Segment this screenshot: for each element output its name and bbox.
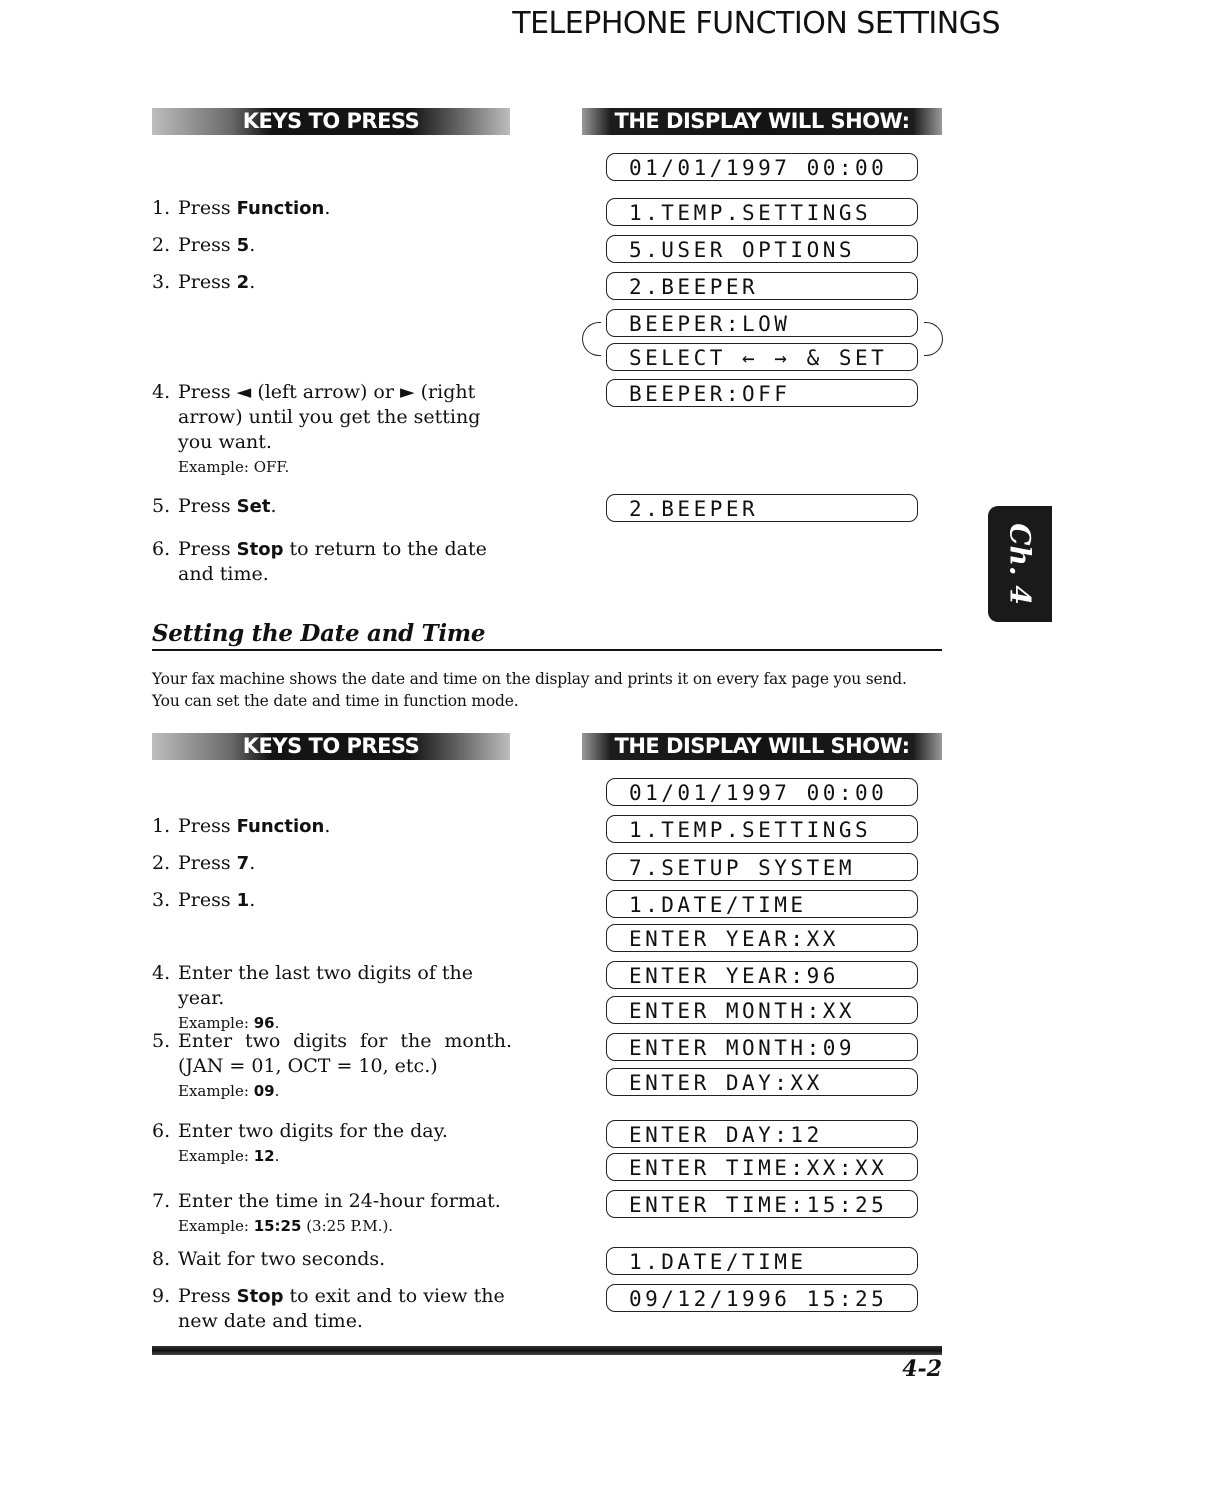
- step-7: 7. Enter the time in 24-hour format. Example: 15:25 (3:25 P.M.).: [152, 1189, 512, 1236]
- step-number: 4.: [152, 962, 171, 984]
- step-number: 1.: [152, 815, 171, 837]
- example: Example: 09.: [178, 1082, 280, 1100]
- step-number: 1.: [152, 197, 171, 219]
- step-number: 2.: [152, 234, 171, 256]
- left-arrow-icon: ◄: [236, 381, 252, 403]
- footer-bar: [152, 1346, 942, 1355]
- page-number: 4-2: [902, 1356, 942, 1382]
- step-number: 7.: [152, 1190, 171, 1212]
- step-6: 6. Press Stop to return to the date and time.: [152, 538, 487, 585]
- lcd-display: 09/12/1996 15:25: [606, 1284, 918, 1312]
- lcd-display: ENTER DAY:XX: [606, 1068, 918, 1096]
- step-1: 1. Press Function.: [152, 197, 331, 219]
- lcd-display: ENTER TIME:15:25: [606, 1190, 918, 1218]
- step-number: 9.: [152, 1285, 171, 1307]
- cycle-arrow-right-icon: [924, 322, 943, 356]
- lcd-display: BEEPER:OFF: [606, 379, 918, 407]
- section-title: Setting the Date and Time: [152, 620, 486, 647]
- lcd-display: 2.BEEPER: [606, 272, 918, 300]
- key-function: Function: [236, 816, 325, 837]
- step-4: 4. Press ◄ (left arrow) or ► (right arrow) until you get the setting you want. Example: OFF.: [152, 380, 512, 477]
- lcd-display: 1.TEMP.SETTINGS: [606, 815, 918, 843]
- key-stop: Stop: [236, 1286, 284, 1307]
- example: Example: OFF.: [178, 458, 290, 476]
- example: Example: 12.: [178, 1147, 280, 1165]
- lcd-display: 2.BEEPER: [606, 494, 918, 522]
- display-will-show-header: THE DISPLAY WILL SHOW:: [582, 733, 942, 760]
- step-2: 2. Press 5.: [152, 234, 256, 256]
- lcd-display: 1.DATE/TIME: [606, 890, 918, 918]
- step-number: 8.: [152, 1248, 171, 1270]
- lcd-display: ENTER MONTH:09: [606, 1033, 918, 1061]
- lcd-display: ENTER YEAR:96: [606, 961, 918, 989]
- step-number: 5.: [152, 495, 171, 517]
- right-arrow-icon: ►: [399, 381, 415, 403]
- key-stop: Stop: [236, 539, 284, 560]
- step-4: 4. Enter the last two digits of the year. Example: 96.: [152, 961, 522, 1033]
- lcd-display: 01/01/1997 00:00: [606, 778, 918, 806]
- step-number: 2.: [152, 852, 171, 874]
- example: Example: 96.: [178, 1014, 280, 1032]
- section-intro: Your fax machine shows the date and time on the display and prints it on every fax page you send. You can set the date and time in function mode.: [152, 670, 907, 710]
- keys-to-press-header: KEYS TO PRESS: [152, 733, 510, 760]
- key-7: 7: [236, 853, 250, 874]
- lcd-display: BEEPER:LOW: [606, 309, 918, 337]
- lcd-display: 1.TEMP.SETTINGS: [606, 198, 918, 226]
- step-3: 3. Press 1.: [152, 889, 256, 911]
- lcd-display: SELECT ← → & SET: [606, 343, 918, 371]
- example: Example: 15:25 (3:25 P.M.).: [178, 1217, 394, 1235]
- step-3: 3. Press 2.: [152, 271, 256, 293]
- key-set: Set: [236, 496, 271, 517]
- section-divider: [152, 649, 942, 651]
- step-number: 4.: [152, 381, 171, 403]
- step-9: 9. Press Stop to exit and to view the new date and time.: [152, 1285, 505, 1332]
- key-2: 2: [236, 272, 250, 293]
- chapter-tab-label: Ch. 4: [1003, 523, 1037, 605]
- key-1: 1: [236, 890, 250, 911]
- lcd-display: ENTER TIME:XX:XX: [606, 1153, 918, 1181]
- lcd-display: 7.SETUP SYSTEM: [606, 853, 918, 881]
- step-5: 5. Enter two digits for the month. (JAN = 01, OCT = 10, etc.) Example: 09.: [152, 1030, 512, 1100]
- cycle-arrow-left-icon: [582, 322, 601, 356]
- lcd-display: 5.USER OPTIONS: [606, 235, 918, 263]
- lcd-display: 1.DATE/TIME: [606, 1247, 918, 1275]
- step-number: 5.: [152, 1030, 171, 1052]
- keys-to-press-header: KEYS TO PRESS: [152, 108, 510, 135]
- step-number: 3.: [152, 889, 171, 911]
- step-number: 6.: [152, 1120, 171, 1142]
- lcd-display: 01/01/1997 00:00: [606, 153, 918, 181]
- key-function: Function: [236, 198, 325, 219]
- lcd-display: ENTER DAY:12: [606, 1120, 918, 1148]
- step-5: 5. Press Set.: [152, 495, 277, 517]
- step-6: 6. Enter two digits for the day. Example: 12.: [152, 1119, 512, 1166]
- step-1: 1. Press Function.: [152, 815, 331, 837]
- chapter-tab: [988, 506, 1052, 622]
- lcd-display: ENTER MONTH:XX: [606, 996, 918, 1024]
- step-number: 3.: [152, 271, 171, 293]
- lcd-display: ENTER YEAR:XX: [606, 924, 918, 952]
- step-number: 6.: [152, 538, 171, 560]
- step-8: 8. Wait for two seconds.: [152, 1248, 386, 1270]
- page-title: TELEPHONE FUNCTION SETTINGS: [512, 6, 1000, 41]
- display-will-show-header: THE DISPLAY WILL SHOW:: [582, 108, 942, 135]
- key-5: 5: [236, 235, 250, 256]
- step-2: 2. Press 7.: [152, 852, 256, 874]
